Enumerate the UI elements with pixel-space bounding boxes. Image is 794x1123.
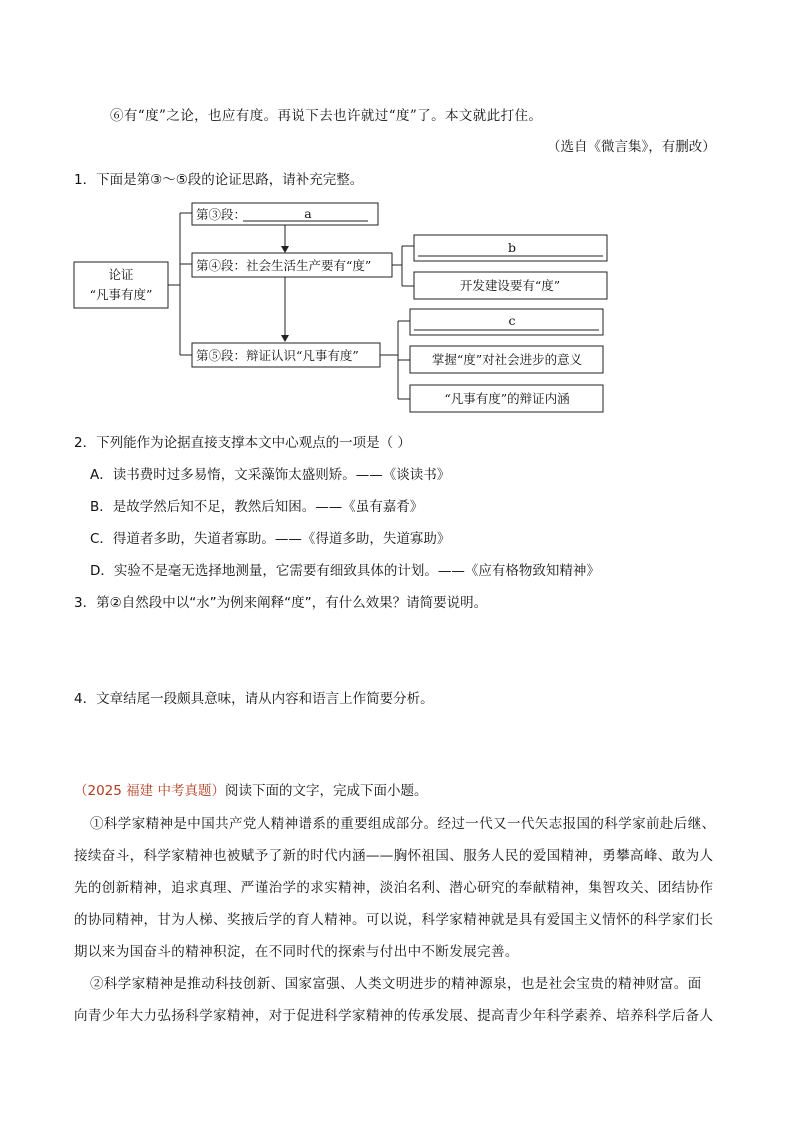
root-line2: “凡事有度” bbox=[89, 287, 153, 302]
passage-line: ②科学家精神是推动科技创新、国家富强、人类文明进步的精神源泉，也是社会宝贵的精神财富。面 bbox=[90, 976, 702, 992]
passage-line: 的协同精神，甘为人梯、奖掖后学的育人精神。可以说，科学家精神就是具有爱国主义情怀的科学家们长 bbox=[74, 912, 714, 928]
blank-c: c bbox=[508, 313, 516, 328]
para4-item: 开发建设要有“度” bbox=[459, 278, 561, 293]
blank-a: a bbox=[304, 206, 312, 221]
option-d: D．实验不是毫无选择地测量，它需要有细致具体的计划。——《应有格物致知精神》 bbox=[90, 563, 600, 579]
question-4-prompt: 4．文章结尾一段颇具意味，请从内容和语言上作简要分析。 bbox=[74, 691, 434, 707]
exam-source-tag: （2025 福建 中考真题） bbox=[74, 783, 225, 799]
paragraph-6: ⑥有“度”之论，也应有度。再说下去也许就过“度”了。本文就此打住。 bbox=[110, 108, 543, 124]
argument-flow-diagram bbox=[0, 0, 794, 430]
para5-item2: “凡事有度”的辩证内涵 bbox=[444, 391, 570, 406]
passage-2-intro: 阅读下面的文字，完成下面小题。 bbox=[224, 783, 428, 799]
root-line1: 论证 bbox=[108, 267, 134, 282]
blank-c-box bbox=[410, 309, 603, 335]
para3-label: 第③段： bbox=[196, 207, 247, 222]
para5-item1: 掌握“度”对社会进步的意义 bbox=[431, 352, 583, 367]
passage-line: 接续奋斗，科学家精神也被赋予了新的时代内涵——胸怀祖国、服务人民的爱国精神，勇攀高峰、敢为人 bbox=[74, 848, 714, 864]
passage-line: 向青少年大力弘扬科学家精神，对于促进科学家精神的传承发展、提高青少年科学素养、培养科学后备人 bbox=[74, 1008, 714, 1024]
passage-line: 期以来为国奋斗的精神积淀，在不同时代的探索与付出中不断发展完善。 bbox=[74, 944, 519, 960]
passage-line: 先的创新精神，追求真理、严谨治学的求实精神，淡泊名利、潜心研究的奉献精神，集智攻关、团结协作 bbox=[74, 880, 714, 896]
blank-b: b bbox=[507, 240, 517, 255]
question-2-prompt: 2．下列能作为论据直接支撑本文中心观点的一项是（ ） bbox=[74, 435, 411, 451]
passage-2-header bbox=[74, 779, 427, 799]
para4-label: 第④段：社会生活生产要有“度” bbox=[196, 258, 372, 273]
option-a: A．读书费时过多易惰，文采藻饰太盛则矫。——《谈读书》 bbox=[90, 467, 451, 483]
option-c: C．得道者多助，失道者寡助。——《得道多助，失道寡助》 bbox=[90, 531, 451, 547]
passage-line: ①科学家精神是中国共产党人精神谱系的重要组成部分。经过一代又一代矢志报国的科学家前赴后继、 bbox=[90, 816, 716, 832]
option-b: B．是故学然后知不足，教然后知困。——《虽有嘉肴》 bbox=[90, 499, 424, 515]
question-1-prompt: 1．下面是第③～⑤段的论证思路，请补充完整。 bbox=[74, 172, 364, 188]
source-note: （选自《微言集》，有删改） bbox=[547, 139, 716, 155]
para5-label: 第⑤段：辩证认识“凡事有度” bbox=[196, 348, 359, 363]
question-3-prompt: 3．第②自然段中以“水”为例来阐释“度”，有什么效果？请简要说明。 bbox=[74, 595, 488, 611]
